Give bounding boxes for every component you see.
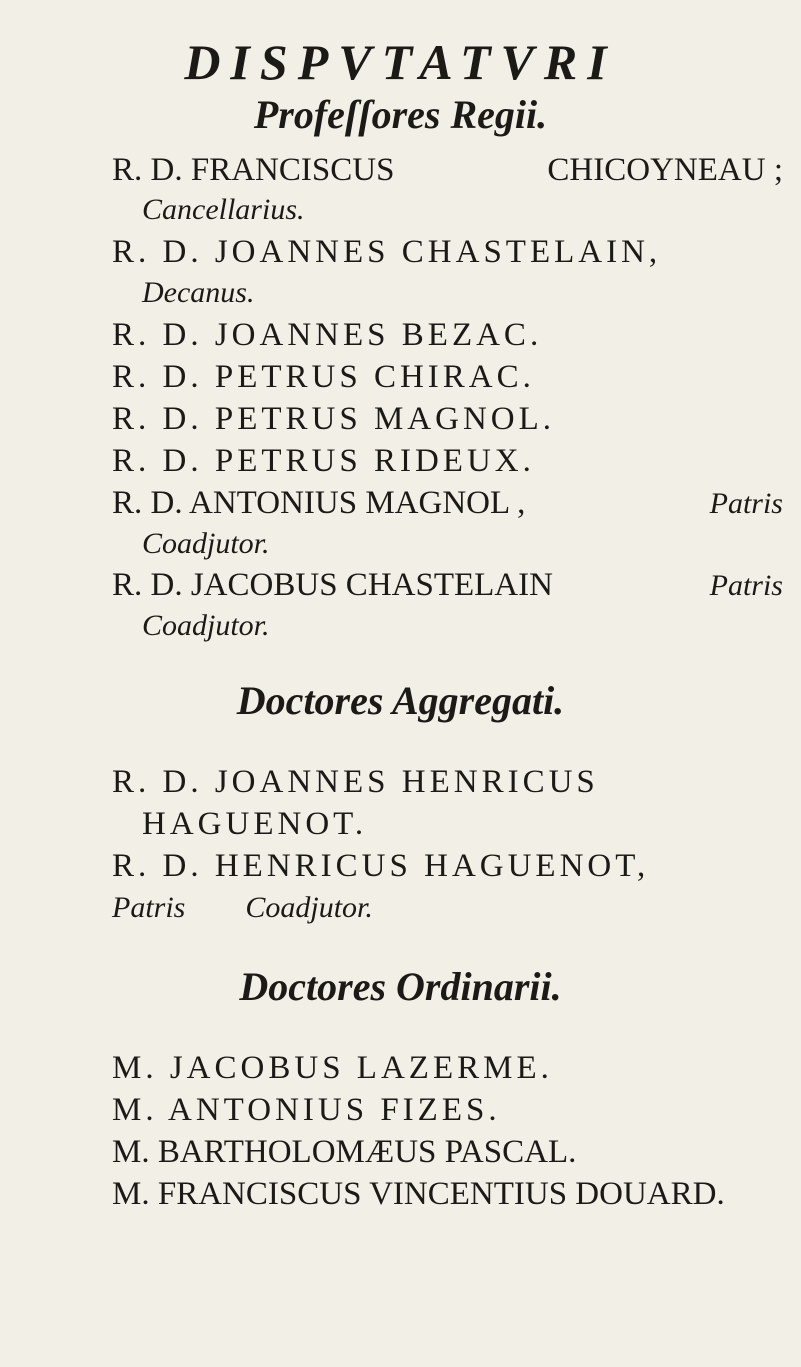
professor-role: Coadjutor.: [142, 527, 270, 560]
page-title: DISPVTATVRI: [184, 34, 617, 90]
professor-role: Decanus.: [142, 276, 255, 309]
professor-line: R. D. JOANNES CHASTELAIN,: [112, 234, 662, 270]
professor-role: Coadjutor.: [142, 609, 270, 642]
page-subtitle: Profeſſores Regii.: [253, 92, 548, 137]
professor-line: R. D. PETRUS CHIRAC.: [112, 359, 535, 395]
ordinarii-line: M. ANTONIUS FIZES.: [112, 1092, 501, 1128]
ordinarii-line: M. FRANCISCUS VINCENTIUS DOUARD.: [112, 1176, 725, 1212]
ordinarii-line: M. BARTHOLOMÆUS PASCAL.: [112, 1134, 577, 1170]
professor-line: R. D. FRANCISCUS CHICOYNEAU ;: [112, 152, 783, 188]
section-heading-aggregati: Doctores Aggregati.: [236, 678, 565, 723]
aggregati-line: HAGUENOT.: [142, 806, 368, 842]
professor-line: R. D. JACOBUS CHASTELAIN Patris: [112, 567, 783, 603]
professor-line: R. D. JOANNES BEZAC.: [112, 317, 543, 353]
professor-line: R. D. ANTONIUS MAGNOL , Patris: [112, 485, 783, 521]
ordinarii-line: M. JACOBUS LAZERME.: [112, 1050, 553, 1086]
aggregati-line: R. D. HENRICUS HAGUENOT,: [112, 848, 650, 884]
aggregati-role: Patris Coadjutor.: [112, 891, 373, 924]
professor-role: Cancellarius.: [142, 193, 305, 226]
section-heading-ordinarii: Doctores Ordinarii.: [239, 964, 562, 1009]
aggregati-line: R. D. JOANNES HENRICUS: [112, 764, 599, 800]
professor-line: R. D. PETRUS MAGNOL.: [112, 401, 556, 437]
professor-line: R. D. PETRUS RIDEUX.: [112, 443, 535, 479]
